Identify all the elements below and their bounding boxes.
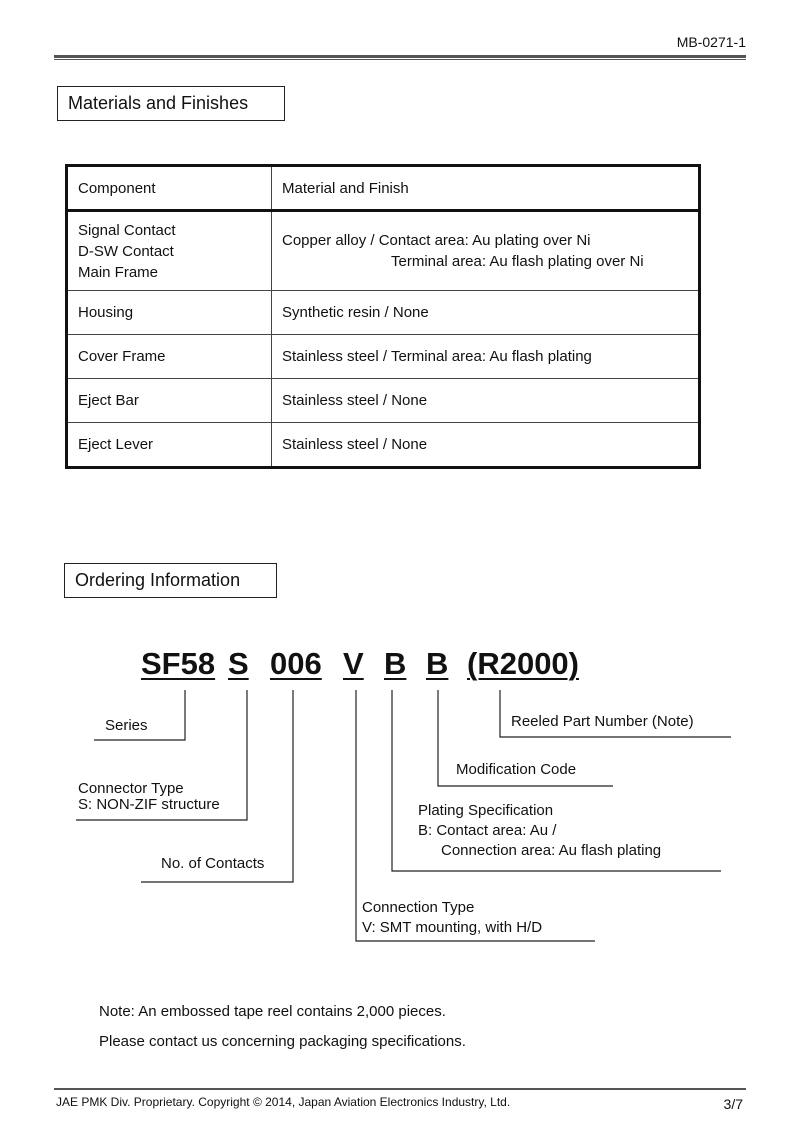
footer-copyright: JAE PMK Div. Proprietary. Copyright © 2014, Japan Aviation Electronics Industry, Ltd.	[56, 1095, 511, 1109]
footer-rule	[54, 1088, 746, 1090]
label-connection-type-desc: V: SMT mounting, with H/D	[362, 919, 543, 936]
page-number: 3/7	[723, 1096, 743, 1112]
materials-heading: Materials and Finishes	[57, 86, 285, 121]
finish-line: Terminal area: Au flash plating over Ni	[391, 253, 644, 270]
code-modification: B	[426, 646, 449, 681]
label-series: Series	[105, 717, 148, 734]
label-plating-title: Plating Specification	[418, 802, 554, 819]
label-plating-spec	[418, 801, 661, 861]
finish-cell: Stainless steel / Terminal area: Au flash plating	[272, 335, 700, 379]
code-connector-type: S	[228, 646, 249, 681]
ordering-heading: Ordering Information	[64, 563, 277, 598]
label-connection-type	[362, 898, 542, 938]
component-cell: Eject Lever	[67, 423, 272, 468]
code-contacts: 006	[270, 646, 322, 681]
component-dsw-contact: D-SW Contact	[78, 242, 174, 260]
label-connector-type-desc: S: NON-ZIF structure	[78, 796, 220, 813]
component-main-frame: Main Frame	[78, 263, 159, 281]
code-connection-type: V	[343, 646, 364, 681]
document-id: MB-0271-1	[676, 34, 746, 50]
column-header-material: Material and Finish	[272, 166, 700, 211]
label-connector-type	[78, 781, 220, 813]
finish-cell: Stainless steel / None	[272, 423, 700, 468]
label-plating-line1: B: Contact area: Au /	[418, 822, 557, 839]
component-cell: Housing	[67, 291, 272, 335]
label-connector-type-title: Connector Type	[78, 780, 184, 797]
code-reel: (R2000)	[467, 646, 579, 681]
component-cell: Cover Frame	[67, 335, 272, 379]
component-signal-contact: Signal Contact	[78, 221, 176, 239]
label-modification-code: Modification Code	[456, 761, 577, 778]
code-series: SF58	[141, 646, 216, 681]
finish-cell: Synthetic resin / None	[272, 291, 700, 335]
finish-line: Copper alloy / Contact area: Au plating over Ni	[282, 232, 591, 249]
note-packaging-contact: Please contact us concerning packaging specifications.	[99, 1033, 466, 1050]
label-plating-line2: Connection area: Au flash plating	[441, 842, 662, 859]
column-header-component: Component	[67, 166, 272, 211]
finish-cell: Stainless steel / None	[272, 379, 700, 423]
label-reeled-part-number: Reeled Part Number (Note)	[511, 713, 694, 730]
label-connection-type-title: Connection Type	[362, 899, 475, 916]
note-reel-quantity: Note: An embossed tape reel contains 2,000 pieces.	[99, 1003, 446, 1020]
label-no-of-contacts: No. of Contacts	[161, 855, 265, 872]
code-plating: B	[384, 646, 407, 681]
component-cell: Eject Bar	[67, 379, 272, 423]
